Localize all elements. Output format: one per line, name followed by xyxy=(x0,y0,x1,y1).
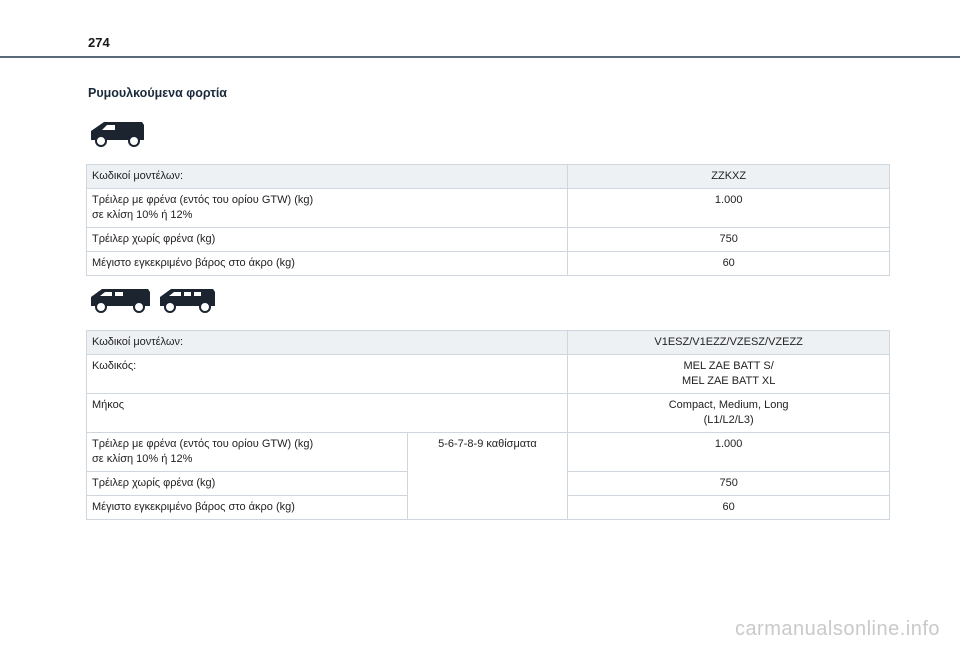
watermark: carmanualsonline.info xyxy=(734,618,940,640)
row-label: Τρέιλερ με φρένα (εντός του ορίου GTW) (kg) σε κλίση 10% ή 12% xyxy=(87,433,408,472)
table-row xyxy=(87,189,890,228)
row-value: ZZKXZ xyxy=(568,165,890,189)
row-label: Τρέιλερ χωρίς φρένα (kg) xyxy=(87,472,408,496)
row-label: Μήκος xyxy=(87,394,568,433)
row-value: Compact, Medium, Long (L1/L2/L3) xyxy=(568,394,890,433)
row-value: 750 xyxy=(568,228,890,252)
row-label: Τρέιλερ χωρίς φρένα (kg) xyxy=(87,228,568,252)
header-rule xyxy=(0,56,960,58)
van-icon xyxy=(157,284,217,314)
row-value: MEL ZAE BATT S/ MEL ZAE BATT XL xyxy=(568,355,890,394)
van-icon xyxy=(88,118,146,148)
table-row xyxy=(87,228,890,252)
table-row xyxy=(87,252,890,276)
row-value: 60 xyxy=(568,496,890,520)
row-value: 60 xyxy=(568,252,890,276)
row-label: Κωδικοί μοντέλων: xyxy=(87,165,568,189)
table-row xyxy=(87,165,890,189)
table-row xyxy=(87,433,890,472)
spec-table-2 xyxy=(86,330,890,520)
row-value: 750 xyxy=(568,472,890,496)
row-label: Κωδικοί μοντέλων: xyxy=(87,331,568,355)
van-icon xyxy=(88,284,152,314)
row-label: Τρέιλερ με φρένα (εντός του ορίου GTW) (kg) σε κλίση 10% ή 12% xyxy=(87,189,568,228)
table-row xyxy=(87,355,890,394)
table-row xyxy=(87,331,890,355)
table-row xyxy=(87,394,890,433)
row-label: Κωδικός: xyxy=(87,355,568,394)
spec-table-1 xyxy=(86,164,890,276)
page-number: 274 xyxy=(88,35,110,50)
row-label: Μέγιστο εγκεκριμένο βάρος στο άκρο (kg) xyxy=(87,496,408,520)
row-value: 1.000 xyxy=(568,189,890,228)
section-title: Ρυμουλκούμενα φορτία xyxy=(88,86,227,100)
seats-cell: 5-6-7-8-9 καθίσματα xyxy=(407,433,568,520)
row-value: 1.000 xyxy=(568,433,890,472)
row-label: Μέγιστο εγκεκριμένο βάρος στο άκρο (kg) xyxy=(87,252,568,276)
row-value: V1ESZ/V1EZZ/VZESZ/VZEZZ xyxy=(568,331,890,355)
